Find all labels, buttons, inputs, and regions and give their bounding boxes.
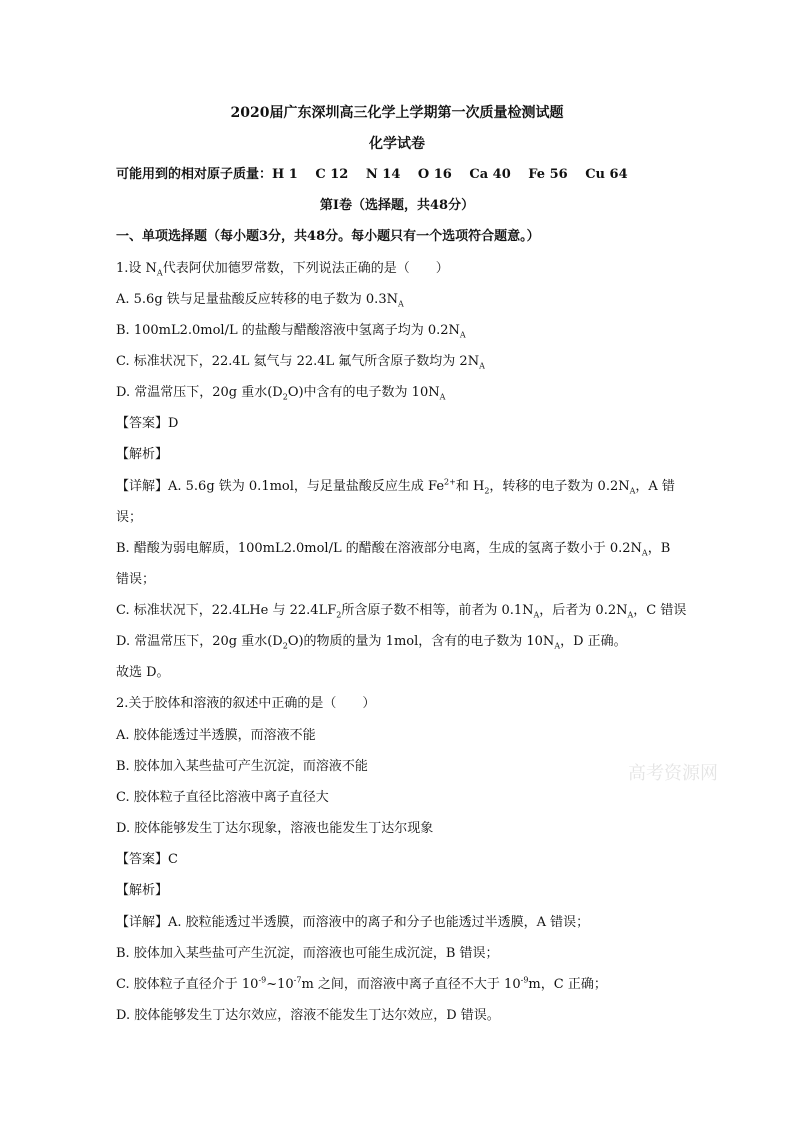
atomic-mass-line: 可能用到的相对原子质量：H 1 C 12 N 14 O 16 Ca 40 Fe 56 Cu 64	[116, 167, 628, 182]
q1-option-d: D. 常温常压下，20g 重水$(D_2O)$中含有的电子数为 $10N_A$	[116, 385, 446, 402]
q1-explain-a: 【详解】A. 5.6g 铁为 0.1mol，与足量盐酸反应生成 $Fe^{2+}$和 $H_2$，转移的电子数为 $0.2N_A$，A 错	[116, 477, 675, 496]
part-heading: 第Ⅰ卷（选择题，共48分）	[319, 198, 475, 213]
q1-explain-b-cont: 错误；	[116, 572, 156, 587]
q2-analysis-label: 【解析】	[116, 883, 169, 898]
q1-option-c: C. 标准状况下，22.4L 氦气与 22.4L 氟气所含原子数均为 $2N_A$	[116, 354, 485, 371]
q2-explain-b: B. 胶体加入某些盐可产生沉淀，而溶液也可能生成沉淀，B 错误；	[116, 946, 499, 961]
q1-analysis-label: 【解析】	[116, 447, 169, 462]
q2-answer: 【答案】C	[116, 852, 178, 867]
q1-explain-a-cont: 误；	[116, 510, 143, 525]
q1-explain-d: D. 常温常压下，20g 重水$(D_2O)$的物质的量为 1mol，含有的电子数为 $10N_A$，D 正确。	[116, 634, 627, 651]
watermark: 高考资源网	[628, 763, 718, 784]
q2-option-b: B. 胶体加入某些盐可产生沉淀，而溶液不能	[116, 759, 368, 774]
q1-answer: 【答案】D	[116, 416, 179, 431]
section-heading: 一、单项选择题（每小题3分，共48分。每小题只有一个选项符合题意。）	[116, 229, 540, 244]
exam-subtitle: 化学试卷	[369, 136, 425, 152]
q1-stem: 1.设 $N_A$代表阿伏加德罗常数，下列说法正确的是（ ）	[116, 261, 449, 278]
q1-option-a: A. 5.6g 铁与足量盐酸反应转移的电子数为 $0.3N_A$	[116, 292, 404, 309]
q2-explain-a: 【详解】A. 胶粒能透过半透膜，而溶液中的离子和分子也能透过半透膜，A 错误；	[116, 915, 590, 930]
q2-explain-d: D. 胶体能够发生丁达尔效应，溶液不能发生丁达尔效应，D 错误。	[116, 1008, 500, 1023]
q2-option-a: A. 胶体能透过半透膜，而溶液不能	[116, 728, 316, 743]
q2-option-c: C. 胶体粒子直径比溶液中离子直径大	[116, 790, 329, 805]
q1-explain-c: C. 标准状况下，22.4LHe 与 $22.4LF_2$所含原子数不相等，前者为 $0.1N_A$，后者为 $0.2N_A$，C 错误	[116, 603, 687, 620]
q1-explain-b: B. 醋酸为弱电解质，100mL2.0mol/L 的醋酸在溶液部分电离，生成的氢离子数小于 $0.2N_A$，B	[116, 541, 671, 558]
q2-option-d: D. 胶体能够发生丁达尔现象，溶液也能发生丁达尔现象	[116, 821, 434, 836]
q1-conclusion: 故选 D。	[116, 665, 170, 680]
q2-explain-c: C. 胶体粒子直径介于 $10^{-9}\sim 10^{-7}m$ 之间，而溶液中离子直径不大于 $10^{-9}m$，C 正确；	[116, 975, 607, 992]
q1-option-b: B. 100mL2.0mol/L 的盐酸与醋酸溶液中氢离子均为 $0.2N_A$	[116, 323, 466, 340]
exam-title: 2020届广东深圳高三化学上学期第一次质量检测试题	[230, 105, 564, 121]
q2-stem: 2.关于胶体和溶液的叙述中正确的是（ ）	[116, 696, 376, 711]
